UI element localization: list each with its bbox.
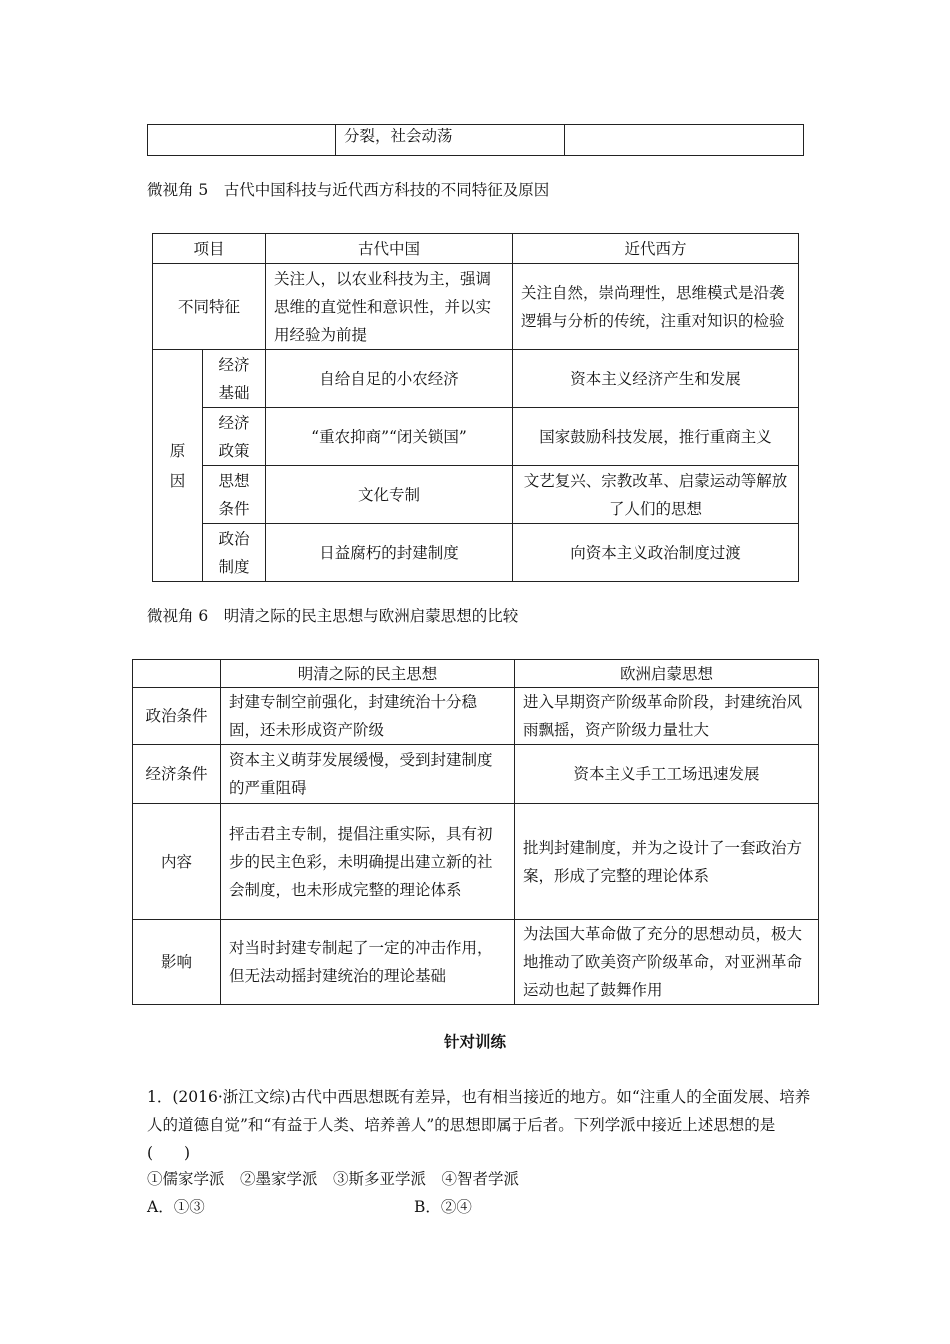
- s6-row-label: 影响: [133, 920, 221, 1005]
- s5-row-china: “重农抑商”“闭关锁国”: [266, 408, 513, 466]
- s6-row-europe: 为法国大革命做了充分的思想动员，极大地推动了欧美资产阶级革命，对亚洲革命运动也起了鼓舞作用: [515, 920, 819, 1005]
- s5-row-china: 日益腐朽的封建制度: [266, 524, 513, 582]
- s6-row-europe: 进入早期资产阶级革命阶段，封建统治风雨飘摇，资产阶级力量壮大: [515, 688, 819, 745]
- s6-row-label: 内容: [133, 804, 221, 920]
- s5-reason-label: [153, 350, 203, 582]
- s6-row-europe: 资本主义手工工场迅速发展: [515, 745, 819, 804]
- s5-header-item: 项目: [153, 234, 266, 264]
- question-1-items: ①儒家学派 ②墨家学派 ③斯多亚学派 ④智者学派: [147, 1170, 520, 1188]
- s5-row-west: 向资本主义政治制度过渡: [513, 524, 799, 582]
- s5-row-sub: 政治制度: [203, 524, 266, 582]
- s6-row-label: 政治条件: [133, 688, 221, 745]
- section6-table: [132, 659, 819, 1005]
- s6-header-ming: 明清之际的民主思想: [221, 660, 515, 688]
- s6-header-europe: 欧洲启蒙思想: [515, 660, 819, 688]
- s5-row-west: 资本主义经济产生和发展: [513, 350, 799, 408]
- s5-header-west: 近代西方: [513, 234, 799, 264]
- s6-row-label: 经济条件: [133, 745, 221, 804]
- s5-row-sub: 思想条件: [203, 466, 266, 524]
- question-1-option-b: B．②④: [414, 1198, 472, 1216]
- question-1-text: 1．(2016·浙江文综)古代中西思想既有差异，也有相当接近的地方。如“注重人的全面发展、培养人的道德自觉”和“有益于人类、培养善人”的思想即属于后者。下列学派中接近上述思想的是( ): [147, 1088, 811, 1162]
- s6-row-ming: 封建专制空前强化，封建统治十分稳固，还未形成资产阶级: [221, 688, 515, 745]
- section6-title: 微视角 6 明清之际的民主思想与欧洲启蒙思想的比较: [147, 607, 519, 625]
- s6-row-ming: 资本主义萌芽发展缓慢，受到封建制度的严重阻碍: [221, 745, 515, 804]
- s5-row-china: 自给自足的小农经济: [266, 350, 513, 408]
- s6-header-empty: [133, 660, 221, 688]
- s6-row-europe: 批判封建制度，并为之设计了一套政治方案，形成了完整的理论体系: [515, 804, 819, 920]
- s5-row-sub: 经济政策: [203, 408, 266, 466]
- top-table-cell-empty-1: [148, 125, 336, 156]
- top-table: [147, 124, 804, 156]
- s5-row-west: 国家鼓励科技发展，推行重商主义: [513, 408, 799, 466]
- s5-row-china: 文化专制: [266, 466, 513, 524]
- s6-row-ming: 抨击君主专制，提倡注重实际，具有初步的民主色彩，未明确提出建立新的社会制度，也未形成完整的理论体系: [221, 804, 515, 920]
- section5-table: [152, 233, 799, 582]
- s5-row-west: 文艺复兴、宗教改革、启蒙运动等解放了人们的思想: [513, 466, 799, 524]
- s5-header-china: 古代中国: [266, 234, 513, 264]
- s5-row-sub: 经济基础: [203, 350, 266, 408]
- section5-title: 微视角 5 古代中国科技与近代西方科技的不同特征及原因: [147, 181, 550, 199]
- s5-reason-text: 原因: [169, 441, 186, 490]
- s5-feature-west: 关注自然，崇尚理性，思维模式是沿袭逻辑与分析的传统，注重对知识的检验: [513, 264, 799, 350]
- top-table-cell: 分裂，社会动荡: [336, 125, 565, 156]
- training-title: 针对训练: [443, 1032, 506, 1051]
- top-table-cell-empty-2: [565, 125, 804, 156]
- s5-feature-china: 关注人，以农业科技为主，强调思维的直觉性和意识性，并以实用经验为前提: [266, 264, 513, 350]
- s6-row-ming: 对当时封建专制起了一定的冲击作用，但无法动摇封建统治的理论基础: [221, 920, 515, 1005]
- s5-feature-label: 不同特征: [153, 264, 266, 350]
- question-1-option-a: A．①③: [147, 1198, 205, 1216]
